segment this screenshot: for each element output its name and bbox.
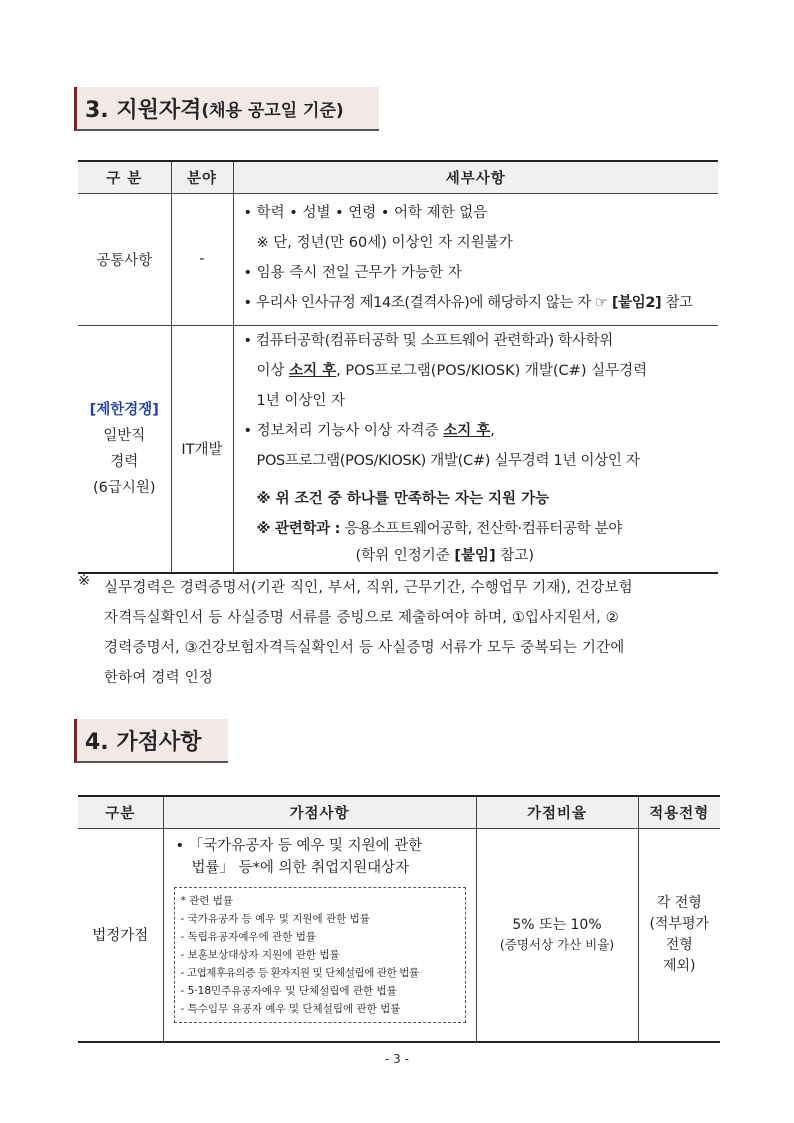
- bonus-header-items: 가점사항: [163, 796, 476, 828]
- header-field: 분야: [171, 161, 233, 193]
- bonus-header-apply: 적용전형: [638, 796, 720, 828]
- note-line-1: 실무경력은 경력증명서(기관 직인, 부서, 직위, 근무기간, 수행업무 기재), 건강보험: [104, 580, 633, 596]
- bonus-apply: [638, 828, 720, 1042]
- career-line-2b: , POS프로그램(POS/KIOSK) 개발(C#) 실무경력: [336, 362, 648, 379]
- note-mark: ※: [78, 573, 91, 589]
- career-line-4: [244, 416, 709, 446]
- attachment-ref: [붙임]: [454, 547, 496, 564]
- career-label-2: 경력: [110, 453, 139, 470]
- common-details: [233, 193, 718, 325]
- section3-heading: [74, 87, 379, 131]
- career-condition-note: ※ 위 조건 중 하나를 만족하는 자는 지원 가능: [256, 490, 550, 507]
- career-criteria-a: (학위 인정기준: [355, 547, 450, 564]
- bonus-apply-3: 전형: [665, 936, 693, 953]
- career-related-majors: [244, 514, 709, 544]
- bonus-details: [163, 828, 476, 1042]
- attachment2-ref: [붙임2]: [611, 294, 662, 311]
- career-related-label: ※ 관련학과 :: [256, 520, 341, 537]
- bonus-apply-2: (적부평가: [649, 915, 710, 932]
- bonus-label: 법정가점: [78, 828, 163, 1042]
- law-line-7: - 특수임무 유공자 예우 및 단체설립에 관한 법률: [180, 1002, 401, 1015]
- bonus-ratio-value: 5% 또는 10%: [512, 916, 602, 933]
- section3-subtitle: (채용 공고일 기준): [201, 100, 344, 121]
- career-field: IT개발: [171, 325, 233, 573]
- page-number: - 3 -: [385, 1052, 409, 1066]
- career-label-3: (6급시원): [92, 479, 156, 496]
- law-line-2: - 국가유공자 등 예우 및 지원에 관한 법률: [180, 912, 370, 925]
- career-label-1: 일반직: [103, 427, 146, 444]
- bonus-apply-1: 각 전형: [656, 894, 702, 911]
- note-line-2: 자격득실확인서 등 사실증명 서류를 증빙으로 제출하여야 하며, ①입사지원서, ②: [104, 610, 619, 626]
- career-line-3: 1년 이상인 자: [256, 392, 345, 409]
- related-laws-box: [174, 887, 466, 1023]
- career-line-4b: ,: [490, 422, 495, 439]
- career-note: [78, 573, 722, 693]
- law-line-1: * 관련 법률: [180, 894, 233, 907]
- section3-title: 3. 지원자격: [85, 97, 202, 123]
- section4-title: 4. 가점사항: [85, 729, 202, 755]
- header-category: 구 분: [78, 161, 171, 193]
- bonus-header-category: 구분: [78, 796, 163, 828]
- bonus-table: [78, 795, 720, 1043]
- common-line-4-text: • 우리사 인사규정 제14조(결격사유)에 해당하지 않는 자: [243, 294, 591, 311]
- career-related-text: 응용소프트웨어공학, 전산학·컴퓨터공학 분야: [344, 520, 623, 537]
- bonus-header-row: [78, 796, 720, 828]
- bonus-header-ratio: 가점비율: [476, 796, 638, 828]
- career-line-1: • 컴퓨터공학(컴퓨터공학 및 소프트웨어 관련학과) 학사학위: [243, 332, 613, 349]
- common-line-4: [244, 288, 709, 318]
- section4-heading: [74, 719, 228, 763]
- law-line-6: - 5·18민주유공자예우 및 단체설립에 관한 법률: [180, 984, 397, 997]
- career-line-2: [244, 356, 709, 386]
- qualification-header-row: [78, 161, 718, 193]
- common-line-4-tail: 참고: [665, 294, 693, 311]
- bonus-intro-1: • 「국가유공자 등 예우 및 지원에 관한: [175, 837, 423, 854]
- common-label: 공통사항: [78, 193, 171, 325]
- bonus-row: [78, 828, 720, 1042]
- pointing-hand-icon: ☞: [595, 294, 608, 311]
- bonus-ratio-note: (증명서상 가산 비율): [499, 936, 615, 952]
- header-details: 세부사항: [233, 161, 718, 193]
- career-line-5: POS프로그램(POS/KIOSK) 개발(C#) 실무경력 1년 이상인 자: [256, 452, 640, 469]
- common-line-1: • 학력 • 성별 • 연령 • 어학 제한 없음: [243, 204, 488, 221]
- career-degree-holder: 소지 후: [289, 362, 337, 379]
- bonus-ratio: [476, 828, 638, 1042]
- common-line-3: • 임용 즉시 전일 근무가 가능한 자: [243, 264, 462, 281]
- career-line-4a: • 정보처리 기능사 이상 자격증: [243, 422, 439, 439]
- qualification-table: [78, 160, 718, 574]
- common-line-2: ※ 단, 정년(만 60세) 이상인 자 지원불가: [256, 234, 513, 251]
- bonus-intro-2: 법률」 등*에 의한 취업지원대상자: [191, 859, 410, 876]
- note-line-3: 경력증명서, ③건강보험자격득실확인서 등 사실증명 서류가 모두 중복되는 기간에: [104, 640, 625, 656]
- career-row: [78, 325, 718, 573]
- career-license-holder: 소지 후: [443, 422, 491, 439]
- law-line-5: - 고엽제후유의증 등 환자지원 및 단체설립에 관한 법률: [180, 966, 419, 979]
- career-degree-criteria: [244, 544, 709, 568]
- note-line-4: 한하여 경력 인정: [104, 670, 214, 686]
- bonus-apply-4: 제외): [662, 957, 696, 974]
- law-line-4: - 보훈보상대상자 지원에 관한 법률: [180, 948, 340, 961]
- career-line-2a: 이상: [256, 362, 285, 379]
- career-label: [78, 325, 171, 573]
- common-field: -: [171, 193, 233, 325]
- career-details: [233, 325, 718, 573]
- career-tag: [제한경쟁]: [89, 401, 159, 418]
- law-line-3: - 독립유공자예우에 관한 법률: [180, 930, 317, 943]
- career-criteria-b: 참고): [500, 547, 534, 564]
- common-row: [78, 193, 718, 325]
